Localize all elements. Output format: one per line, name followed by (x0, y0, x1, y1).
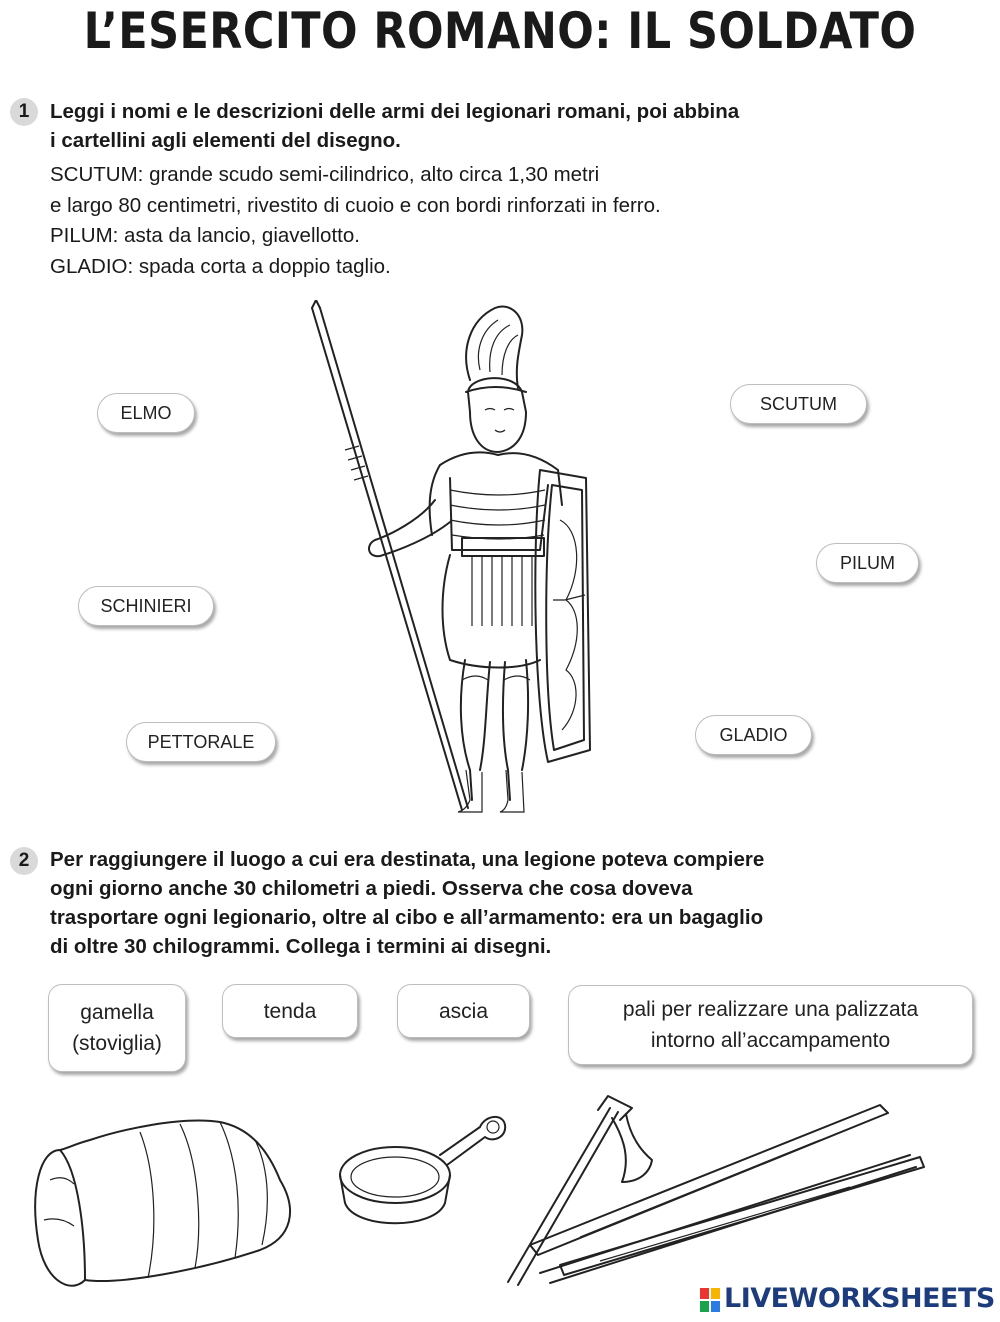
label-pilum[interactable]: PILUM (816, 543, 919, 583)
description-line: PILUM: asta da lancio, giavellotto. (50, 224, 360, 247)
term-tenda[interactable]: tenda (222, 984, 358, 1038)
exercise-1-number: 1 (10, 98, 38, 126)
instruction-line: Per raggiungere il luogo a cui era destinata, una legione poteva compiere (50, 848, 765, 871)
term-pali-line: pali per realizzare una palizzata (622, 998, 919, 1021)
term-ascia[interactable]: ascia (397, 984, 530, 1038)
label-schinieri[interactable]: SCHINIERI (78, 586, 214, 626)
label-scutum[interactable]: SCUTUM (730, 384, 867, 424)
term-pali-line: intorno all’accampamento (650, 1029, 891, 1052)
instruction-line: di oltre 30 chilogrammi. Collega i termini ai disegni. (50, 935, 552, 958)
label-elmo[interactable]: ELMO (97, 393, 195, 433)
weapons-description (50, 160, 661, 282)
instruction-line: i cartellini agli elementi del disegno. (50, 129, 401, 152)
term-gamella[interactable] (48, 984, 186, 1072)
exercise-2-number: 2 (10, 847, 38, 875)
instruction-line: trasportare ogni legionario, oltre al cibo e all’armamento: era un bagaglio (50, 906, 764, 929)
description-line: SCUTUM: grande scudo semi-cilindrico, alto circa 1,30 metri (50, 163, 600, 186)
watermark-text: LIVEWORKSHEETS (724, 1283, 995, 1314)
wooden-stakes-drawing (520, 1095, 940, 1295)
exercise-2-instruction (50, 845, 764, 961)
gamella-pot-drawing (335, 1105, 510, 1235)
label-gladio[interactable]: GLADIO (695, 715, 812, 755)
term-gamella-line: gamella (80, 1001, 154, 1024)
description-line: GLADIO: spada corta a doppio taglio. (50, 254, 391, 278)
roman-soldier-illustration (290, 300, 620, 830)
tent-bundle-drawing (30, 1110, 300, 1300)
description-line: e largo 80 centimetri, rivestito di cuoio e con bordi rinforzati in ferro. (50, 193, 661, 217)
instruction-line: ogni giorno anche 30 chilometri a piedi. Osserva che cosa doveva (50, 877, 693, 900)
page-title: L’ESERCITO ROMANO: IL SOLDATO (83, 2, 917, 60)
instruction-line: Leggi i nomi e le descrizioni delle armi dei legionari romani, poi abbina (50, 100, 740, 123)
liveworksheets-logo-icon (700, 1288, 720, 1312)
term-gamella-line: (stoviglia) (72, 1032, 162, 1055)
exercise-1-instruction (50, 97, 739, 155)
label-pettorale[interactable]: PETTORALE (126, 722, 276, 762)
term-pali[interactable] (568, 985, 973, 1065)
